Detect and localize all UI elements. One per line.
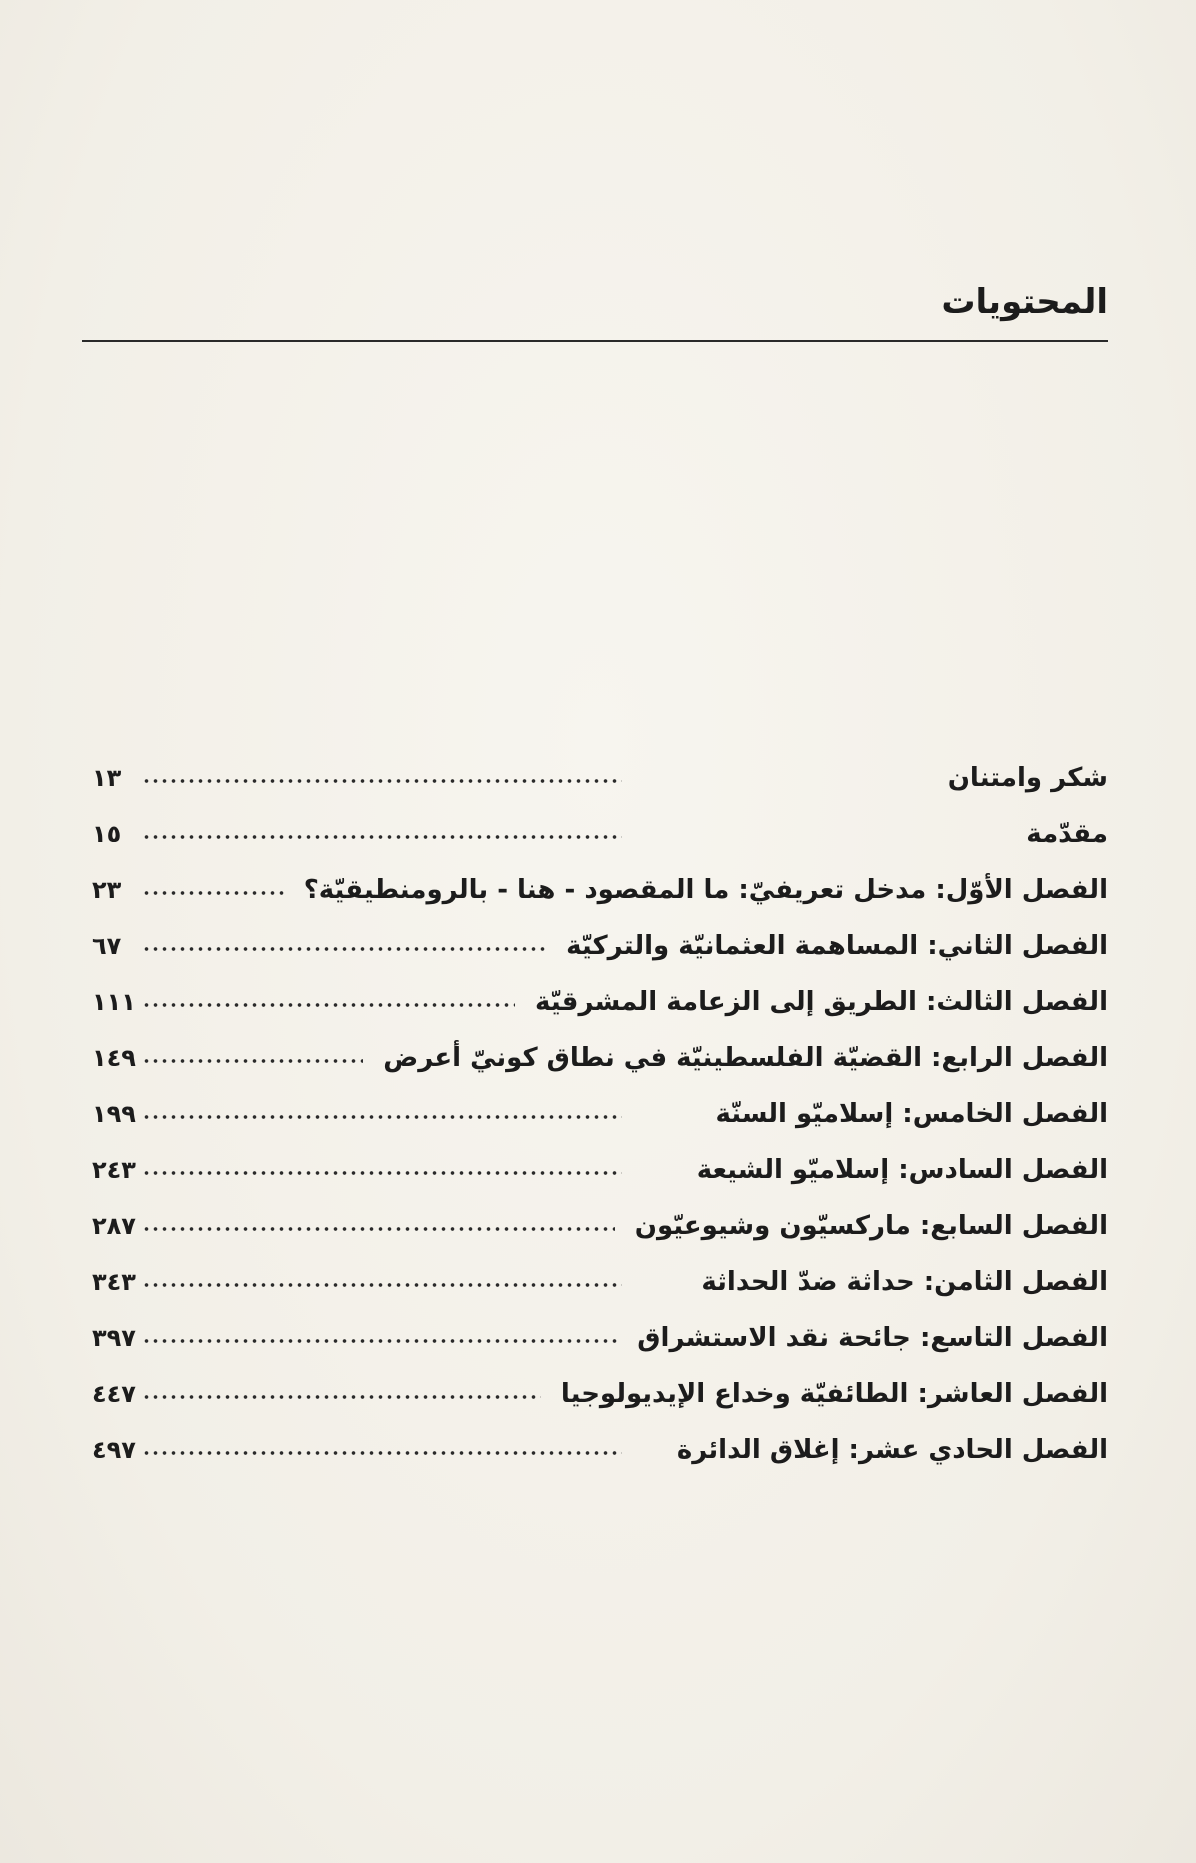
toc-entry-title: مقدّمة	[1026, 819, 1108, 849]
toc-leader-dots	[142, 779, 622, 783]
title-divider	[82, 340, 1108, 342]
toc-entry-title: الفصل التاسع: جائحة نقد الاستشراق	[637, 1323, 1108, 1353]
toc-entry-title: الفصل الخامس: إسلاميّو السنّة	[715, 1099, 1108, 1129]
toc-leader-dots	[142, 1227, 615, 1231]
toc-entry-title: الفصل الرابع: القضيّة الفلسطينيّة في نطاق كونيّ أعرض	[383, 1043, 1108, 1073]
toc-entry-title: الفصل الحادي عشر: إغلاق الدائرة	[676, 1435, 1108, 1465]
toc-leader-dots	[142, 1283, 622, 1287]
toc-entry-page-number: ١٣	[92, 764, 122, 792]
toc-entry-page-number: ٣٩٧	[92, 1324, 136, 1352]
toc-entry-page-number: ٣٤٣	[92, 1268, 136, 1296]
toc-entry	[92, 925, 1108, 981]
toc-entry	[92, 1261, 1108, 1317]
toc-entry-title: الفصل السادس: إسلاميّو الشيعة	[696, 1155, 1108, 1185]
table-of-contents	[92, 757, 1108, 1485]
toc-leader-dots	[142, 947, 546, 951]
toc-entry-title: الفصل العاشر: الطائفيّة وخداع الإيديولوجيا	[560, 1379, 1108, 1409]
toc-entry	[92, 1093, 1108, 1149]
toc-entry	[92, 869, 1108, 925]
toc-entry-page-number: ١١١	[92, 988, 136, 1016]
toc-entry	[92, 1373, 1108, 1429]
toc-leader-dots	[142, 891, 284, 895]
toc-entry	[92, 1149, 1108, 1205]
toc-entry-page-number: ١٤٩	[92, 1044, 136, 1072]
toc-entry	[92, 1317, 1108, 1373]
toc-entry	[92, 1205, 1108, 1261]
toc-entry-page-number: ٤٩٧	[92, 1436, 136, 1464]
toc-entry-title: الفصل الثالث: الطريق إلى الزعامة المشرقيّة	[535, 987, 1108, 1017]
toc-entry	[92, 813, 1108, 869]
toc-entry	[92, 1429, 1108, 1485]
toc-leader-dots	[142, 835, 622, 839]
toc-entry-page-number: ٤٤٧	[92, 1380, 136, 1408]
toc-entry-page-number: ٢٤٣	[92, 1156, 136, 1184]
toc-entry-title: الفصل الأوّل: مدخل تعريفيّ: ما المقصود - هنا - بالرومنطيقيّة؟	[303, 875, 1108, 905]
toc-entry-title: شكر وامتنان	[947, 763, 1108, 793]
toc-entry-title: الفصل الثاني: المساهمة العثمانيّة والتركيّة	[566, 931, 1108, 961]
toc-leader-dots	[142, 1115, 622, 1119]
toc-entry-title: الفصل السابع: ماركسيّون وشيوعيّون	[634, 1211, 1108, 1241]
toc-entry-page-number: ١٥	[92, 820, 122, 848]
toc-leader-dots	[142, 1451, 622, 1455]
toc-leader-dots	[142, 1339, 617, 1343]
toc-entry	[92, 981, 1108, 1037]
toc-leader-dots	[142, 1395, 541, 1399]
toc-entry-page-number: ٢٣	[92, 876, 122, 904]
toc-entry-page-number: ٦٧	[92, 932, 122, 960]
toc-entry-page-number: ١٩٩	[92, 1100, 136, 1128]
toc-entry	[92, 1037, 1108, 1093]
toc-entry	[92, 757, 1108, 813]
toc-entry-title: الفصل الثامن: حداثة ضدّ الحداثة	[701, 1267, 1108, 1297]
toc-entry-page-number: ٢٨٧	[92, 1212, 136, 1240]
toc-leader-dots	[142, 1003, 515, 1007]
toc-leader-dots	[142, 1171, 622, 1175]
toc-leader-dots	[142, 1059, 363, 1063]
page-title: المحتويات	[941, 282, 1108, 322]
